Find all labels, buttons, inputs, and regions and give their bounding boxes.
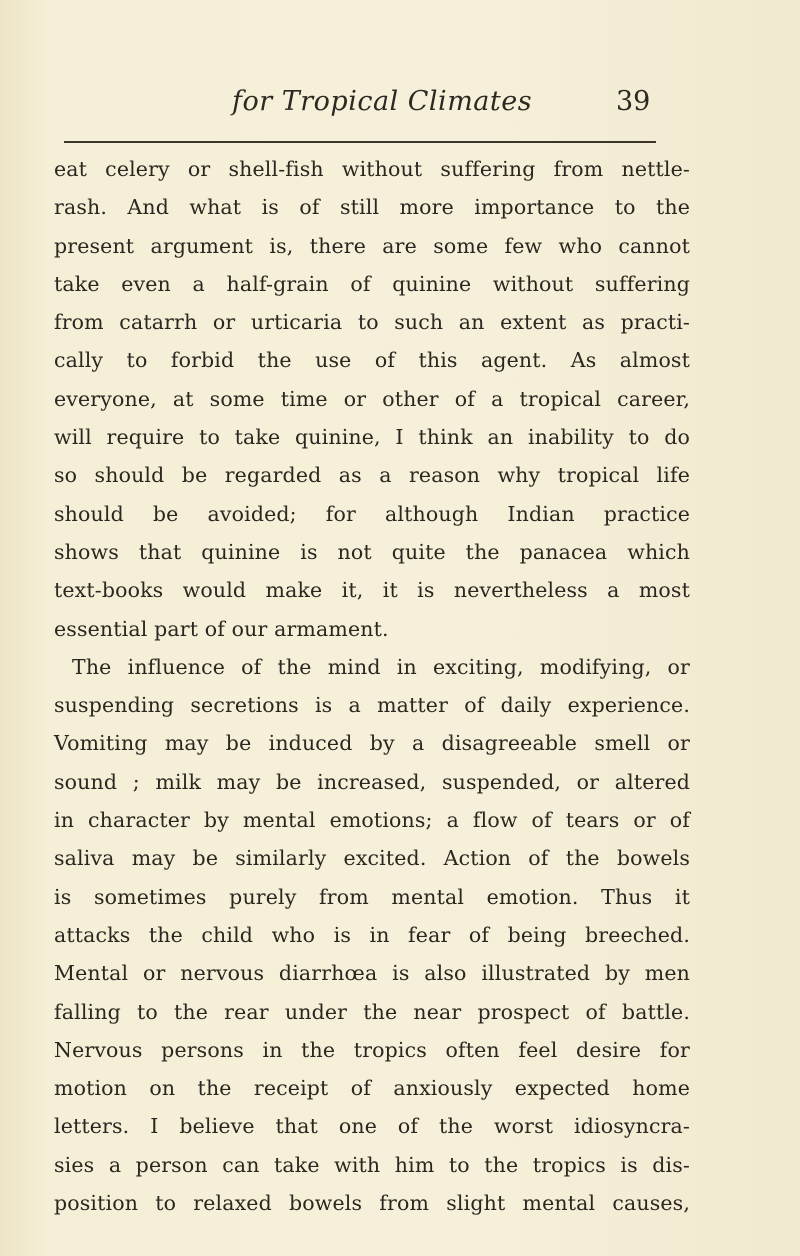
text-line: will require to take quinine, I think an inability to do — [54, 425, 690, 450]
text-line: sound ; milk may be increased, suspended, or altered — [54, 769, 690, 794]
text-line: take even a half-grain of quinine without suffering — [54, 271, 690, 296]
text-line: sies a person can take with him to the tropics is dis- — [54, 1152, 690, 1177]
text-line: position to relaxed bowels from slight mental causes, — [54, 1191, 690, 1216]
text-line: eat celery or shell-fish without suffering from nettle- — [54, 157, 690, 181]
body-text — [54, 150, 690, 1222]
text-line: text-books would make it, it is nevertheless a most — [54, 578, 690, 603]
text-line: letters. I believe that one of the worst idiosyncra- — [54, 1114, 690, 1139]
header-rule — [64, 141, 656, 143]
text-line: present argument is, there are some few who cannot — [54, 233, 690, 258]
text-line: should be avoided; for although Indian practice — [54, 501, 690, 526]
text-line: falling to the rear under the near prospect of battle. — [54, 999, 690, 1024]
text-line: in character by mental emotions; a flow of tears or of — [54, 808, 690, 833]
text-line: saliva may be similarly excited. Action of the bowels — [54, 846, 690, 871]
text-line: Nervous persons in the tropics often feel desire for — [54, 1037, 690, 1062]
text-line: rash. And what is of still more importance to the — [54, 195, 690, 220]
text-line: so should be regarded as a reason why tropical life — [54, 463, 690, 488]
page-header — [0, 86, 800, 130]
text-line: is sometimes purely from mental emotion. Thus it — [54, 884, 690, 909]
text-line: Mental or nervous diarrhœa is also illustrated by men — [54, 961, 690, 986]
text-line: everyone, at some time or other of a tropical career, — [54, 386, 690, 411]
text-line: cally to forbid the use of this agent. As almost — [54, 348, 690, 373]
text-line: from catarrh or urticaria to such an extent as practi- — [54, 310, 690, 335]
text-line: Vomiting may be induced by a disagreeable smell or — [54, 731, 690, 756]
text-line: The influence of the mind in exciting, modifying, or — [72, 654, 690, 679]
text-line: suspending secretions is a matter of daily experience. — [54, 693, 690, 718]
page-number: 39 — [616, 86, 651, 117]
text-line: motion on the receipt of anxiously expected home — [54, 1076, 690, 1101]
running-title: for Tropical Climates — [232, 86, 533, 117]
text-line: attacks the child who is in fear of being breeched. — [54, 922, 690, 947]
text-line: essential part of our armament. — [54, 616, 389, 641]
text-line: shows that quinine is not quite the panacea which — [54, 539, 690, 564]
